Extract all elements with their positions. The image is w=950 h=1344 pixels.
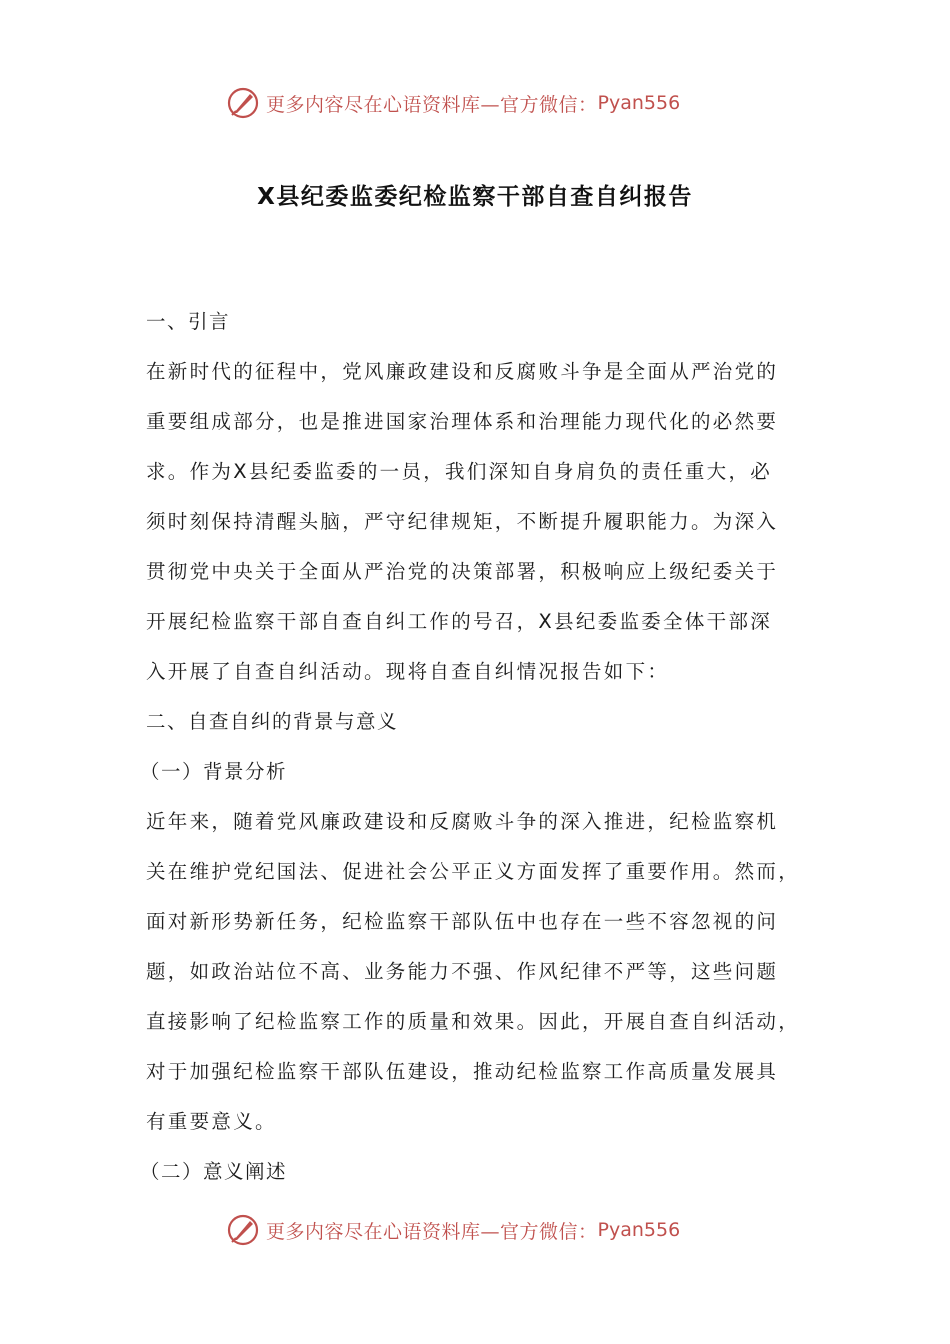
document-title: X县纪委监委纪检监察干部自查自纠报告 [257,184,693,210]
document-body [140,297,811,1197]
watermark-wechat-id: Pyan556 [597,92,681,114]
paragraph-line: 关在维护党纪国法、促进社会公平正义方面发挥了重要作用。然而， [146,860,801,883]
paragraph-line: 有重要意义。 [146,1110,277,1133]
quill-pen-logo-icon [226,86,260,120]
subsection-heading-analysis: （一）背景分析 [140,760,288,783]
quill-pen-logo-icon [226,1213,260,1247]
section-heading-background: 二、自查自纠的背景与意义 [146,710,399,733]
section-heading-intro: 一、引言 [146,310,231,333]
paragraph-line: 近年来，随着党风廉政建设和反腐败斗争的深入推进，纪检监察机 [146,810,779,833]
paragraph-line: 题，如政治站位不高、业务能力不强、作风纪律不严等，这些问题 [146,960,779,983]
paragraph-line: 重要组成部分，也是推进国家治理体系和治理能力现代化的必然要 [146,410,779,433]
paragraph-line: 对于加强纪检监察干部队伍建设，推动纪检监察工作高质量发展具 [146,1060,779,1083]
paragraph-line: 开展纪检监察干部自查自纠工作的号召，X县纪委监委全体干部深 [146,610,773,633]
paragraph-line: 须时刻保持清醒头脑，严守纪律规矩，不断提升履职能力。为深入 [146,510,779,533]
subsection-heading-significance: （二）意义阐述 [140,1160,288,1183]
watermark-text: 更多内容尽在心语资料库—官方微信： [266,93,598,116]
paragraph-line: 求。作为X县纪委监委的一员，我们深知自身肩负的责任重大，必 [146,460,773,483]
watermark-wechat-id: Pyan556 [597,1219,681,1241]
watermark-text: 更多内容尽在心语资料库—官方微信： [266,1220,598,1243]
paragraph-line: 面对新形势新任务，纪检监察干部队伍中也存在一些不容忽视的问 [146,910,779,933]
paragraph-line: 贯彻党中央关于全面从严治党的决策部署，积极响应上级纪委关于 [146,560,779,583]
paragraph-line: 直接影响了纪检监察工作的质量和效果。因此，开展自查自纠活动， [146,1010,801,1033]
paragraph-line: 入开展了自查自纠活动。现将自查自纠情况报告如下： [146,660,670,683]
watermark-banner-bottom [226,1212,680,1248]
paragraph-line: 在新时代的征程中，党风廉政建设和反腐败斗争是全面从严治党的 [146,360,779,383]
watermark-banner-top [226,85,680,121]
